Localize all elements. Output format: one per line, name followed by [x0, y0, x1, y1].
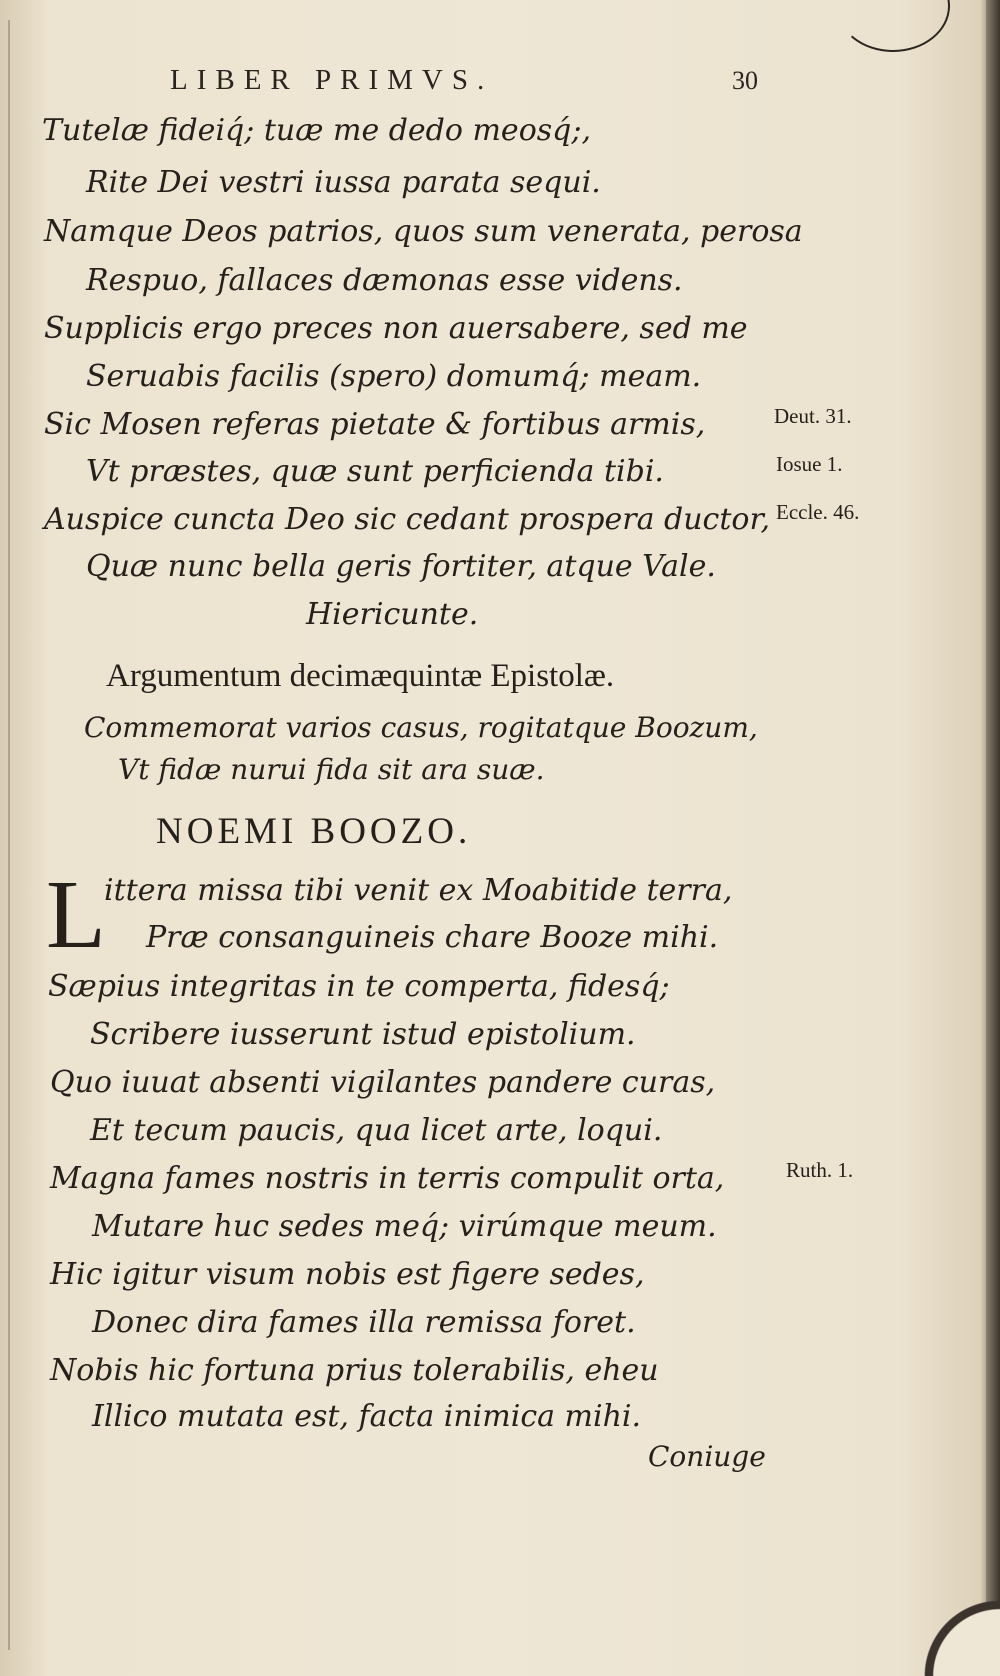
verse-line: Supplicis ergo preces non auersabere, sed me: [44, 311, 748, 346]
verse-line: Donec dira fames illa remissa foret.: [92, 1305, 636, 1340]
verse-line: Magna fames nostris in terris compulit orta,: [50, 1161, 725, 1196]
verse-line: Quo iuuat absenti vigilantes pandere curas,: [50, 1065, 716, 1100]
verse-line: Mutare huc sedes meq́; virúmque meum.: [92, 1209, 717, 1244]
verse-line: Rite Dei vestri iussa parata sequi.: [86, 165, 601, 200]
corner-curl: [836, 0, 950, 52]
verse-line: Tutelæ fideiq́; tuæ me dedo meosq́;,: [42, 113, 591, 148]
verse-line: Respuo, fallaces dæmonas esse videns.: [86, 263, 683, 298]
verse-line: ittera missa tibi venit ex Moabitide terra,: [104, 873, 733, 908]
epistle-title: NOEMI BOOZO.: [156, 811, 472, 852]
margin-note-eccle: Eccle. 46.: [776, 500, 860, 524]
gutter-line: [8, 20, 10, 1650]
verse-line: Sæpius integritas in te comperta, fidesq́;: [48, 969, 670, 1004]
place-line: Hiericunte.: [306, 597, 479, 632]
margin-note-deut: Deut. 31.: [774, 404, 852, 428]
argument-line: Vt fidæ nurui fida sit ara suæ.: [118, 753, 545, 786]
verse-line: Præ consanguineis chare Booze mihi.: [146, 920, 719, 955]
verse-line: Quæ nunc bella geris fortiter, atque Vale.: [86, 549, 716, 584]
folio-number: 30: [732, 66, 758, 95]
margin-note-iosue: Iosue 1.: [776, 452, 843, 476]
verse-line: Vt præstes, quæ sunt perficienda tibi.: [86, 454, 664, 489]
verse-line: Et tecum paucis, qua licet arte, loqui.: [90, 1113, 663, 1148]
verse-line: Auspice cuncta Deo sic cedant prospera ductor,: [44, 502, 771, 537]
verse-line: Nobis hic fortuna prius tolerabilis, eheu: [50, 1353, 659, 1388]
corner-curl-bottom: [910, 1596, 1000, 1676]
catchword: Coniuge: [648, 1440, 766, 1473]
running-head: LIBER PRIMVS.: [170, 64, 494, 96]
verse-line: Namque Deos patrios, quos sum venerata, perosa: [44, 214, 803, 249]
drop-capital: L: [46, 861, 106, 969]
verse-line: Seruabis facilis (spero) domumq́; meam.: [86, 359, 702, 394]
argument-line: Commemorat varios casus, rogitatque Boozum,: [84, 711, 758, 744]
verse-line: Hic igitur visum nobis est figere sedes,: [50, 1257, 645, 1292]
verse-line: Sic Mosen referas pietate & fortibus armis,: [44, 407, 706, 442]
verse-line: Scribere iusserunt istud epistolium.: [90, 1017, 636, 1052]
argument-heading: Argumentum decimæquintæ Epistolæ.: [106, 658, 615, 694]
verse-line: Illico mutata est, facta inimica mihi.: [92, 1399, 642, 1434]
page-edge: [986, 0, 1000, 1676]
margin-note-ruth: Ruth. 1.: [786, 1158, 854, 1182]
